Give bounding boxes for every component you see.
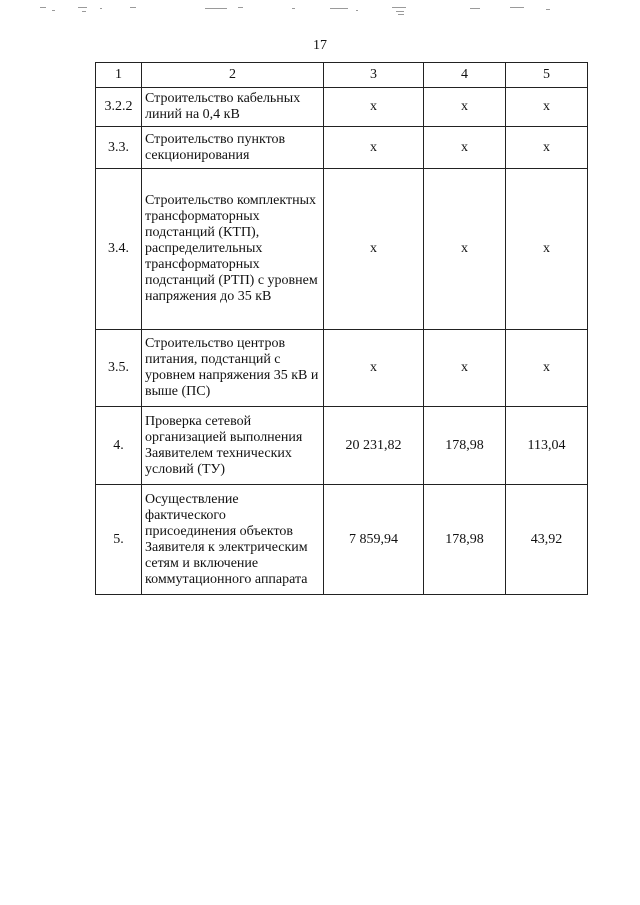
row-description: Осуществление фактического присоединения объектов Заявителя к электрическим сетям и включение коммутационного аппарата [142,485,324,595]
row-number: 3.5. [96,330,142,407]
scan-artifact-marks [0,4,640,18]
header-cell-2: 2 [142,63,324,88]
row-value-col4: x [424,88,506,127]
row-value-col4: x [424,330,506,407]
table-row [96,330,588,407]
row-value-col3: x [324,169,424,330]
row-number: 3.2.2 [96,88,142,127]
row-value-col4: x [424,127,506,169]
row-description: Строительство комплектных трансформаторных подстанций (КТП), распределительных трансформаторных подстанций (РТП) с уровнем напряжения до 35 кВ [142,169,324,330]
table-row [96,407,588,485]
row-value-col3: x [324,88,424,127]
row-description: Строительство кабельных линий на 0,4 кВ [142,88,324,127]
header-cell-5: 5 [506,63,588,88]
header-cell-1: 1 [96,63,142,88]
row-description: Проверка сетевой организацией выполнения Заявителем технических условий (ТУ) [142,407,324,485]
table-row [96,485,588,595]
table-header-row [96,63,588,88]
row-value-col5: x [506,330,588,407]
page-number: 17 [313,38,327,53]
table-row [96,88,588,127]
row-value-col5: 113,04 [506,407,588,485]
row-value-col4: 178,98 [424,485,506,595]
row-number: 4. [96,407,142,485]
header-cell-4: 4 [424,63,506,88]
row-value-col4: 178,98 [424,407,506,485]
row-value-col5: x [506,127,588,169]
row-number: 3.4. [96,169,142,330]
row-number: 5. [96,485,142,595]
row-value-col3: 20 231,82 [324,407,424,485]
row-value-col3: 7 859,94 [324,485,424,595]
table-row [96,127,588,169]
row-value-col3: x [324,330,424,407]
row-description: Строительство пунктов секционирования [142,127,324,169]
row-description: Строительство центров питания, подстанций с уровнем напряжения 35 кВ и выше (ПС) [142,330,324,407]
row-value-col5: x [506,88,588,127]
row-number: 3.3. [96,127,142,169]
row-value-col3: x [324,127,424,169]
table-row [96,169,588,330]
row-value-col5: x [506,169,588,330]
header-cell-3: 3 [324,63,424,88]
row-value-col4: x [424,169,506,330]
row-value-col5: 43,92 [506,485,588,595]
tariff-table [95,62,588,595]
